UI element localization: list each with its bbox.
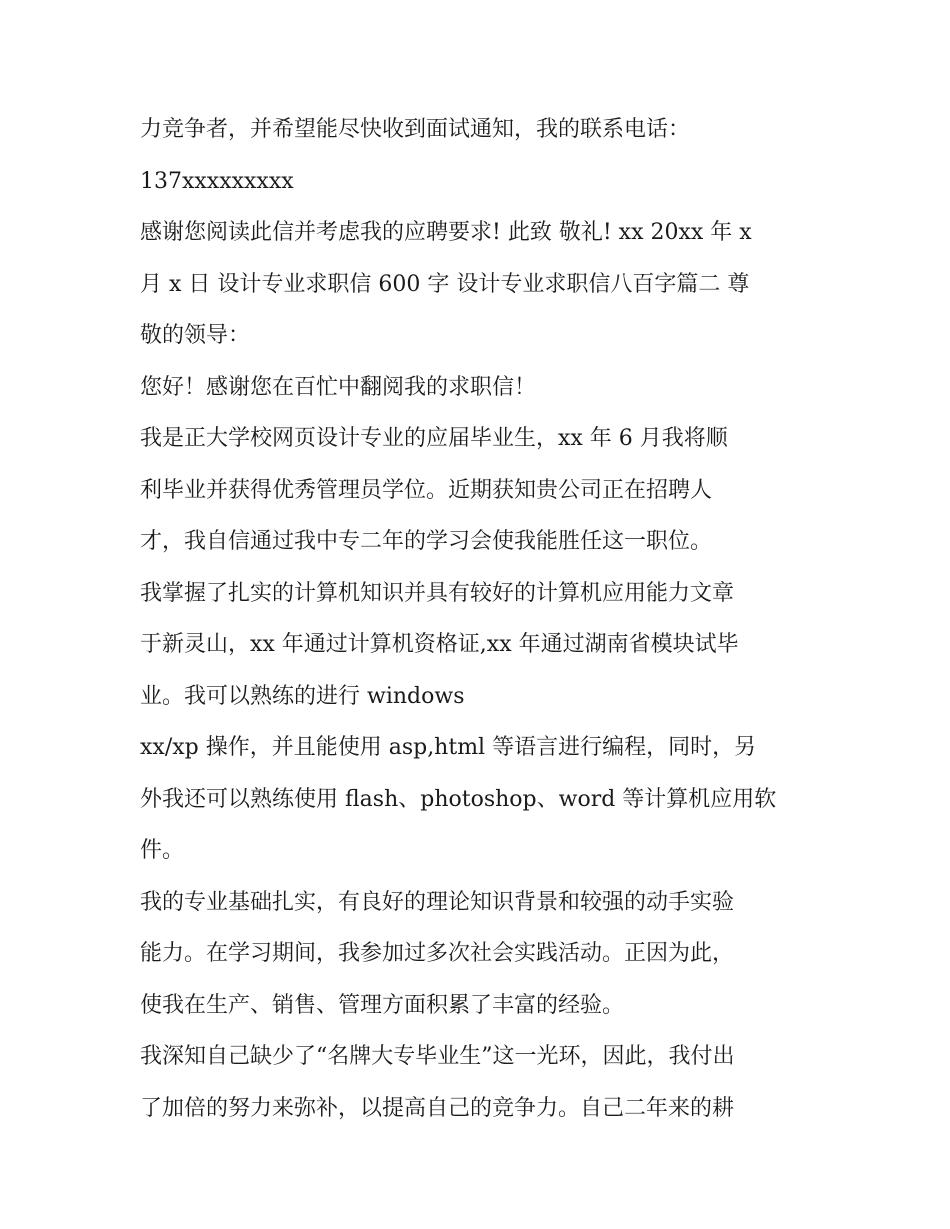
text-line: 我深知自己缺少了“名牌大专毕业生”这一光环，因此，我付出 xyxy=(140,1044,735,1069)
text-line: 您好！感谢您在百忙中翻阅我的求职信！ xyxy=(140,374,537,400)
text-line: 于新灵山，xx 年通过计算机资格证,xx 年通过湖南省模块试毕 xyxy=(140,632,739,657)
text-line: 了加倍的努力来弥补，以提高自己的竞争力。自己二年来的耕 xyxy=(140,1095,735,1121)
text-line: 感谢您阅读此信并考虑我的应聘要求! 此致 敬礼! xx 20xx 年 x xyxy=(140,220,752,245)
text-line: 业。我可以熟练的进行 windows xyxy=(140,683,465,709)
text-line: 敬的领导： xyxy=(140,323,251,348)
text-line: 我是正大学校网页设计专业的应届毕业生，xx 年 6 月我将顺 xyxy=(140,426,728,451)
text-line: 我掌握了扎实的计算机知识并具有较好的计算机应用能力文章 xyxy=(140,580,735,606)
text-line: xx/xp 操作，并且能使用 asp,html 等语言进行编程，同时，另 xyxy=(140,735,757,760)
text-line: 能力。在学习期间，我参加过多次社会实践活动。正因为此， xyxy=(140,941,735,966)
text-line: 才，我自信通过我中专二年的学习会使我能胜任这一职位。 xyxy=(140,529,713,554)
text-line: 利毕业并获得优秀管理员学位。近期获知贵公司正在招聘人 xyxy=(140,477,713,503)
text-line: 137xxxxxxxxx xyxy=(140,168,294,194)
text-line: 外我还可以熟练使用 flash、photoshop、word 等计算机应用软 xyxy=(140,786,777,812)
text-line: 月 x 日 设计专业求职信 600 字 设计专业求职信八百字篇二 尊 xyxy=(140,271,750,297)
text-line: 我的专业基础扎实，有良好的理论知识背景和较强的动手实验 xyxy=(140,889,735,915)
text-line: 件。 xyxy=(140,838,185,863)
text-line: 力竞争者，并希望能尽快收到面试通知，我的联系电话： xyxy=(140,117,691,142)
letter-body xyxy=(140,104,820,1134)
text-line: 使我在生产、销售、管理方面积累了丰富的经验。 xyxy=(140,992,625,1018)
